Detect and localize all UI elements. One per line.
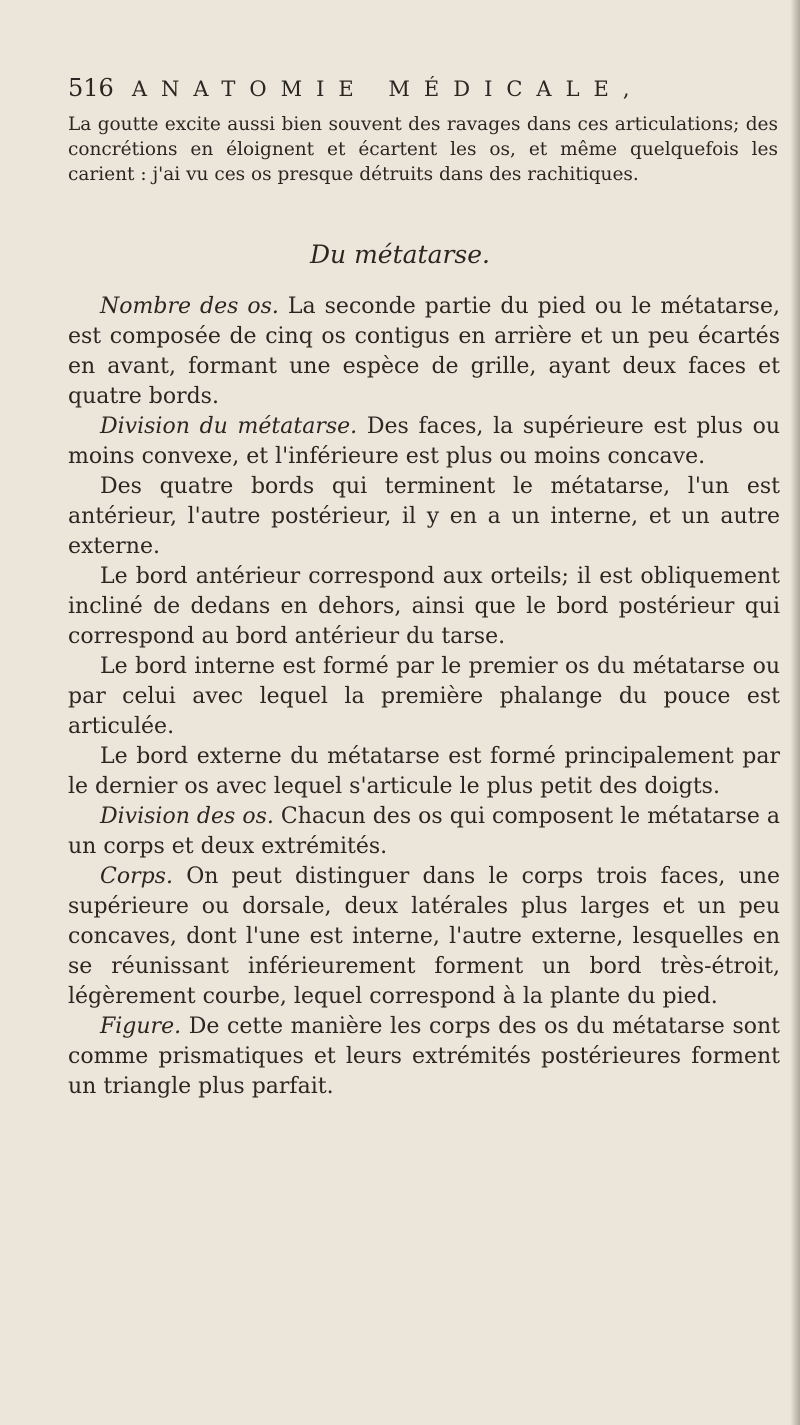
paragraph-text: Le bord antérieur correspond aux orteils; il est obliquement incliné de dedans en dehors, ainsi que le bord postérieur qui correspond au bord antérieur du tarse. bbox=[68, 564, 780, 649]
paragraph bbox=[68, 472, 780, 562]
paragraph-text: De cette manière les corps des os du métatarse sont comme prismatiques et leurs extrémités postérieures forment un triangle plus parfait. bbox=[68, 1014, 780, 1099]
paragraph-text: Le bord externe du métatarse est formé principalement par le dernier os avec lequel s'articule le plus petit des doigts. bbox=[68, 744, 780, 799]
paragraph-label: Figure. bbox=[100, 1014, 182, 1039]
paragraph bbox=[68, 562, 780, 652]
paragraph bbox=[68, 652, 780, 742]
paragraph bbox=[68, 412, 780, 472]
running-header bbox=[68, 74, 718, 114]
paragraph bbox=[68, 1012, 780, 1102]
intro-paragraph: La goutte excite aussi bien souvent des ravages dans ces articulations; des concrétions en éloignent et écartent les os, et même quelquefois les carient : j'ai vu ces os presque détruits dans des rachitiques. bbox=[68, 114, 778, 185]
paragraph bbox=[68, 292, 780, 412]
paragraph-text: Chacun des os qui composent le métatarse a un corps et deux extrémités. bbox=[68, 804, 780, 859]
paragraph-text: Des quatre bords qui terminent le métatarse, l'un est antérieur, l'autre postérieur, il y en a un interne, et un autre externe. bbox=[68, 474, 780, 559]
running-title: ANATOMIE MÉDICALE, bbox=[131, 77, 644, 101]
page-edge-shadow bbox=[790, 0, 800, 1425]
body-text bbox=[68, 292, 780, 1102]
paragraph-text: Le bord interne est formé par le premier os du métatarse ou par celui avec lequel la première phalange du pouce est articulée. bbox=[68, 654, 780, 739]
paragraph bbox=[68, 742, 780, 802]
page-number: 516 bbox=[68, 74, 114, 102]
paragraph-label: Nombre des os. bbox=[100, 294, 279, 319]
paragraph bbox=[68, 802, 780, 862]
paragraph bbox=[68, 862, 780, 1012]
section-heading: Du métatarse. bbox=[309, 240, 491, 269]
paragraph-label: Division du métatarse. bbox=[100, 414, 358, 439]
paragraph-label: Division des os. bbox=[100, 804, 274, 829]
paragraph-label: Corps. bbox=[100, 864, 173, 889]
paragraph-text: On peut distinguer dans le corps trois faces, une supérieure ou dorsale, deux latérales plus larges et un peu concaves, dont l'une est interne, l'autre externe, lesquelles en se réunissant inférieurement forment un bord très-étroit, légèrement courbe, lequel correspond à la plante du pied. bbox=[68, 864, 780, 1009]
paragraph-text: La seconde partie du pied ou le métatarse, est composée de cinq os contigus en arrière et un peu écartés en avant, formant une espèce de grille, ayant deux faces et quatre bords. bbox=[68, 294, 780, 409]
paragraph-text: Des faces, la supérieure est plus ou moins convexe, et l'inférieure est plus ou moins concave. bbox=[68, 414, 781, 469]
